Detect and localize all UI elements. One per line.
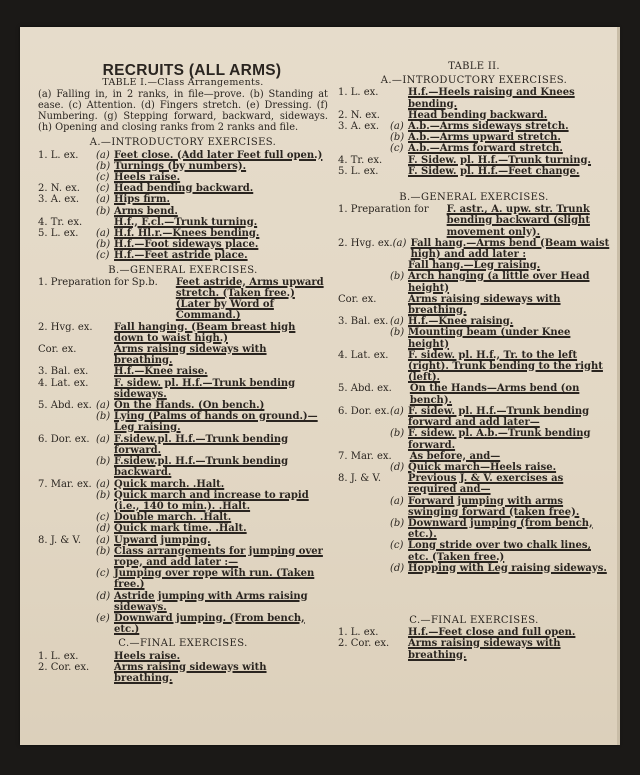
exercise-label: 2. Cor. ex. [38, 661, 90, 673]
exercise-subletter: (b) [390, 132, 405, 144]
page-title: RECRUITS (ALL ARMS) [102, 62, 282, 79]
exercise-text: H.f.—Foot sideways place. [114, 239, 259, 251]
exercise-subletter [390, 638, 408, 660]
exercise-subletter [429, 204, 447, 238]
exercise-subletter: (a) [96, 478, 110, 490]
exercise-row [338, 406, 610, 428]
exercise-subletter: (b) [390, 428, 405, 440]
exercise-label: 2. N. ex. [338, 109, 380, 121]
exercise-row [38, 456, 328, 478]
exercise-text: H.f.—Feet close and full open. [408, 627, 576, 639]
exercise-text: Head bending backward. [408, 109, 548, 121]
exercise-label [338, 260, 390, 271]
exercise-label: 1. Preparation for [338, 204, 429, 216]
exercise-subletter [392, 451, 410, 462]
exercise-subletter [390, 110, 408, 121]
exercise-text: Arms bend. [114, 205, 178, 217]
exercise-text: Previous J. & V. exercises as required and— [408, 473, 564, 496]
exercise-row [338, 383, 610, 405]
exercise-label: 8. J. & V. [338, 473, 382, 485]
exercise-row [38, 194, 328, 205]
exercise-label [338, 428, 390, 450]
exercise-label [38, 456, 96, 478]
exercise-label [338, 327, 390, 349]
exercise-row [38, 662, 328, 684]
exercise-text: Turnings (by numbers). [114, 160, 247, 172]
exercise-row [38, 366, 328, 377]
exercise-subletter [392, 383, 410, 405]
exercise-text: Double march. .Halt. [114, 512, 232, 524]
exercise-label: 2. N. ex. [38, 183, 80, 195]
exercise-text: Class arrangements for jumping over rope, and add later :— [114, 545, 323, 568]
exercise-label [338, 143, 390, 154]
exercise-subletter: (a) [96, 433, 110, 445]
exercise-subletter [96, 217, 114, 228]
exercise-subletter [96, 366, 114, 377]
exercise-subletter: (c) [96, 183, 110, 195]
exercise-label: 6. Dor. ex. [338, 405, 390, 417]
exercise-text: H.f.—Knee raise. [114, 366, 208, 378]
exercise-subletter [390, 87, 408, 109]
exercise-row [338, 294, 610, 316]
exercise-label: 3. Bal. ex. [38, 366, 89, 378]
exercise-subletter: (c) [96, 172, 110, 184]
right-column [338, 61, 610, 661]
exercise-label: 1. L. ex. [338, 87, 379, 99]
exercise-label [38, 591, 96, 613]
exercise-row [338, 132, 610, 143]
exercise-label [38, 239, 96, 250]
exercise-row [338, 496, 610, 518]
exercise-text: Arms raising sideways with breathing. [114, 661, 267, 684]
exercise-text: Quick march and increase to rapid (i.e., 140 to min.). .Halt. [114, 489, 309, 512]
exercise-row [38, 568, 328, 590]
exercise-label [338, 496, 390, 518]
exercise-subletter: (d) [96, 523, 111, 535]
exercise-row [38, 535, 328, 546]
exercise-row [38, 277, 328, 322]
exercise-row [338, 627, 610, 638]
left-general-list [38, 277, 328, 636]
exercise-row [38, 434, 328, 456]
exercise-subletter: (a) [390, 495, 404, 507]
exercise-subletter: (b) [96, 205, 111, 217]
exercise-text: A.b.—Arms forward stretch. [408, 143, 563, 155]
exercise-row [38, 206, 328, 217]
exercise-label [338, 518, 390, 540]
exercise-label [38, 490, 96, 512]
exercise-row [38, 546, 328, 568]
exercise-label: 1. L. ex. [38, 149, 79, 161]
exercise-subletter: (c) [96, 512, 110, 524]
left-general-heading: B.—GENERAL EXERCISES. [108, 264, 258, 276]
exercise-subletter: (d) [96, 590, 111, 602]
exercise-row [338, 143, 610, 154]
exercise-label [338, 271, 390, 293]
exercise-text: F. sidew. pl. H.f.—Trunk bending sideways. [114, 377, 296, 400]
exercise-row [338, 121, 610, 132]
exercise-label [38, 161, 96, 172]
exercise-text: Jumping over rope with run. (Taken free.) [114, 568, 315, 591]
exercise-row [338, 451, 610, 462]
table-2-heading: TABLE II. [448, 61, 500, 72]
exercise-label: 4. Tr. ex. [338, 154, 383, 166]
exercise-label: 3. A. ex. [38, 194, 80, 206]
exercise-text: F. Sidew. pl. H.f.—Trunk turning. [408, 154, 592, 166]
exercise-text: Quick march. .Halt. [114, 478, 225, 490]
exercise-label: 3. Bal. ex. [338, 316, 389, 328]
exercise-text: Downward jumping (from bench, etc.). [408, 517, 593, 541]
exercise-row [38, 411, 328, 433]
exercise-row [38, 523, 328, 534]
table-1-heading: TABLE I.—Class Arrangements. [102, 77, 264, 89]
exercise-row [338, 271, 610, 293]
exercise-text: H.f.—Knee raising. [408, 316, 514, 328]
right-intro-list [338, 87, 610, 177]
exercise-text: Quick march—Heels raise. [408, 461, 557, 473]
exercise-subletter: (a) [96, 194, 110, 206]
exercise-subletter [96, 344, 114, 366]
exercise-text: H.f., F.cl.—Trunk turning. [114, 216, 258, 228]
exercise-text: Upward jumping. [114, 534, 211, 546]
exercise-text: On the Hands. (On bench.) [114, 400, 265, 412]
exercise-text: Heels raise. [114, 172, 181, 184]
exercise-row [338, 238, 610, 260]
exercise-text: H.f.—Heels raising and Knees bending. [408, 87, 575, 110]
exercise-label: 5. Abd. ex. [338, 383, 392, 395]
exercise-subletter [390, 473, 408, 495]
exercise-label [338, 132, 390, 143]
exercise-row [38, 183, 328, 194]
exercise-text: A.b.—Arms sideways stretch. [408, 121, 569, 133]
exercise-row [338, 87, 610, 109]
exercise-subletter: (b) [390, 327, 405, 339]
exercise-text: A.b.—Arms upward stretch. [408, 132, 561, 144]
exercise-text: F. sidew. pl. H.f., Tr. to the left (right). Trunk bending to the right (left). [408, 349, 603, 384]
exercise-row [38, 512, 328, 523]
exercise-text: F.sidew.pl. H.f.—Trunk bending forward. [114, 433, 289, 456]
exercise-text: On the Hands—Arms bend (on bench). [409, 383, 580, 406]
exercise-label: 3. A. ex. [338, 121, 380, 133]
exercise-label [338, 462, 390, 473]
exercise-subletter: (b) [390, 517, 405, 529]
exercise-label [38, 206, 96, 217]
exercise-row [38, 322, 328, 344]
exercise-label: 1. Preparation for Sp.b. [38, 276, 158, 288]
exercise-subletter: (a) [96, 149, 110, 161]
exercise-row [338, 204, 610, 238]
document-page [20, 27, 618, 745]
exercise-subletter: (b) [96, 489, 111, 501]
exercise-text: Feet close. (Add later Feet full open.) [114, 149, 323, 161]
exercise-subletter: (b) [96, 160, 111, 172]
exercise-subletter: (a) [390, 121, 404, 133]
exercise-text: F. sidew. pl. H.f.—Trunk bending forward and add later— [408, 405, 590, 429]
exercise-label [38, 546, 96, 568]
exercise-text: Hopping with Leg raising sideways. [408, 562, 607, 574]
exercise-subletter [390, 627, 408, 638]
exercise-label: 4. Lat. ex. [338, 349, 389, 361]
exercise-row [338, 110, 610, 121]
exercise-subletter [390, 260, 408, 271]
right-general-heading: B.—GENERAL EXERCISES. [399, 192, 549, 204]
exercise-label: 2. Hvg. ex. [38, 321, 93, 333]
exercise-row [338, 428, 610, 450]
exercise-text: F. sidew. pl. A.b.—Trunk bending forward. [408, 428, 591, 451]
exercise-subletter: (a) [392, 237, 407, 249]
exercise-row [338, 155, 610, 166]
exercise-text: H.f. Hl.r.—Knees bending. [114, 228, 260, 240]
exercise-label: 6. Dor. ex. [38, 433, 90, 445]
exercise-row [338, 327, 610, 349]
exercise-subletter [158, 277, 176, 322]
exercise-row [38, 651, 328, 662]
exercise-subletter [390, 166, 408, 177]
exercise-subletter: (a) [96, 400, 110, 412]
exercise-row [38, 344, 328, 366]
exercise-label: 4. Tr. ex. [38, 216, 83, 228]
exercise-subletter [96, 322, 114, 344]
exercise-subletter: (b) [96, 545, 111, 557]
exercise-label: Cor. ex. [338, 293, 377, 305]
exercise-label [38, 512, 96, 523]
exercise-row [38, 400, 328, 411]
exercise-text: Arms raising sideways with breathing. [408, 293, 561, 317]
exercise-label [338, 563, 390, 574]
exercise-text: Fall hang.—Arms bend (Beam waist high) and add later : [410, 237, 610, 261]
exercise-text: Arms raising sideways with breathing. [408, 638, 561, 661]
exercise-row [338, 166, 610, 177]
exercise-text: Lying (Palms of hands on ground.)—Leg raising. [114, 411, 318, 434]
exercise-label: 7. Mar. ex. [38, 478, 92, 490]
exercise-row [38, 172, 328, 183]
exercise-subletter: (c) [390, 143, 404, 155]
exercise-label: Cor. ex. [38, 344, 77, 356]
exercise-text: Mounting beam (under Knee height) [408, 327, 571, 350]
exercise-subletter: (a) [96, 534, 110, 546]
exercise-text: Long stride over two chalk lines, etc. (Taken free.) [408, 540, 591, 563]
exercise-label: 7. Mar. ex. [338, 450, 392, 462]
exercise-subletter: (b) [96, 239, 111, 251]
exercise-subletter [96, 651, 114, 662]
exercise-row [338, 473, 610, 495]
exercise-label: 5. Abd. ex. [38, 400, 92, 412]
exercise-subletter: (b) [96, 411, 111, 423]
exercise-row [338, 462, 610, 473]
exercise-text: Hips firm. [114, 194, 170, 206]
exercise-text: Astride jumping with Arms raising sideways. [114, 590, 308, 613]
exercise-subletter [390, 350, 408, 384]
exercise-subletter [96, 378, 114, 400]
exercise-subletter [96, 662, 114, 684]
exercise-text: Arch hanging (a little over Head height) [408, 271, 590, 294]
exercise-subletter: (b) [390, 271, 405, 283]
exercise-label: 8. J. & V. [38, 534, 82, 546]
exercise-label: 1. L. ex. [38, 650, 79, 662]
exercise-row [38, 239, 328, 250]
exercise-label: 2. Cor. ex. [338, 638, 390, 650]
exercise-text: Feet astride, Arms upward stretch. (Taken free.) (Later by Word of Command.) [175, 276, 324, 322]
exercise-text: Fall hang.—Leg raising. [408, 260, 541, 272]
right-final-heading: C.—FINAL EXERCISES. [409, 614, 539, 626]
exercise-row [338, 316, 610, 327]
exercise-row [338, 260, 610, 271]
exercise-row [38, 591, 328, 613]
exercise-label: 4. Lat. ex. [38, 377, 89, 389]
exercise-row [338, 638, 610, 660]
exercise-label [38, 523, 96, 534]
exercise-row [38, 479, 328, 490]
left-intro-heading: A.—INTRODUCTORY EXERCISES. [89, 137, 277, 149]
exercise-row [38, 228, 328, 239]
exercise-subletter: (e) [96, 612, 110, 624]
exercise-label: 5. L. ex. [38, 228, 79, 240]
exercise-text: As before, and— [409, 450, 501, 462]
exercise-subletter: (a) [96, 228, 110, 240]
exercise-row [338, 518, 610, 540]
exercise-label [38, 250, 96, 261]
exercise-row [38, 217, 328, 228]
exercise-label: 1. L. ex. [338, 627, 379, 639]
left-intro-list [38, 150, 328, 262]
left-final-list [38, 651, 328, 685]
exercise-label [38, 172, 96, 183]
exercise-row [38, 150, 328, 161]
exercise-subletter [390, 155, 408, 166]
exercise-subletter: (a) [390, 405, 404, 417]
exercise-text: Heels raise. [114, 650, 181, 662]
exercise-label [38, 613, 96, 635]
exercise-text: F.sidew.pl. H.f.—Trunk bending backward. [114, 456, 289, 479]
exercise-row [338, 563, 610, 574]
page-spine [617, 27, 620, 745]
left-final-heading: C.—FINAL EXERCISES. [118, 638, 248, 650]
exercise-subletter: (a) [390, 316, 404, 328]
right-general-list [338, 204, 610, 574]
right-final-list [338, 627, 610, 661]
exercise-row [38, 378, 328, 400]
exercise-subletter: (c) [390, 540, 404, 552]
exercise-label [338, 540, 390, 562]
exercise-row [38, 490, 328, 512]
exercise-subletter: (c) [96, 568, 110, 580]
exercise-text: F. astr., A. upw. str. Trunk bending backward (slight movement only). [446, 204, 590, 238]
exercise-subletter: (b) [96, 456, 111, 468]
exercise-subletter: (d) [390, 461, 405, 473]
exercise-text: Head bending backward. [114, 183, 254, 195]
exercise-row [38, 250, 328, 261]
left-column [38, 62, 328, 684]
right-intro-heading: A.—INTRODUCTORY EXERCISES. [380, 75, 568, 87]
exercise-text: Forward jumping with arms swinging forward (taken free). [408, 495, 580, 518]
exercise-label [38, 411, 96, 433]
exercise-subletter [390, 294, 408, 316]
exercise-label [38, 568, 96, 590]
exercise-row [338, 350, 610, 384]
exercise-text: Downward jumping. (From bench, etc.) [114, 612, 305, 636]
exercise-label: 2. Hvg. ex. [338, 237, 393, 249]
exercise-subletter: (d) [390, 562, 405, 574]
exercise-text: H.f.—Feet astride place. [114, 250, 248, 262]
exercise-row [38, 161, 328, 172]
exercise-text: F. Sidew. pl. H.f.—Feet change. [408, 165, 580, 177]
exercise-text: Quick mark time. .Halt. [114, 523, 247, 535]
exercise-row [38, 613, 328, 635]
exercise-subletter: (c) [96, 250, 110, 262]
exercise-row [338, 540, 610, 562]
class-arrangements-text: (a) Falling in, in 2 ranks, in file—prove. (b) Standing at ease. (c) Attention. (d) Fingers stretch. (e) Dressing. (f) Numbering. (g) Stepping forward, backward, sideways. (h) Opening and closing ranks from 2 ranks and file. [38, 89, 328, 134]
exercise-text: Fall hanging. (Beam breast high down to waist high.) [114, 321, 296, 344]
exercise-text: Arms raising sideways with breathing. [114, 344, 267, 367]
exercise-label: 5. L. ex. [338, 165, 379, 177]
